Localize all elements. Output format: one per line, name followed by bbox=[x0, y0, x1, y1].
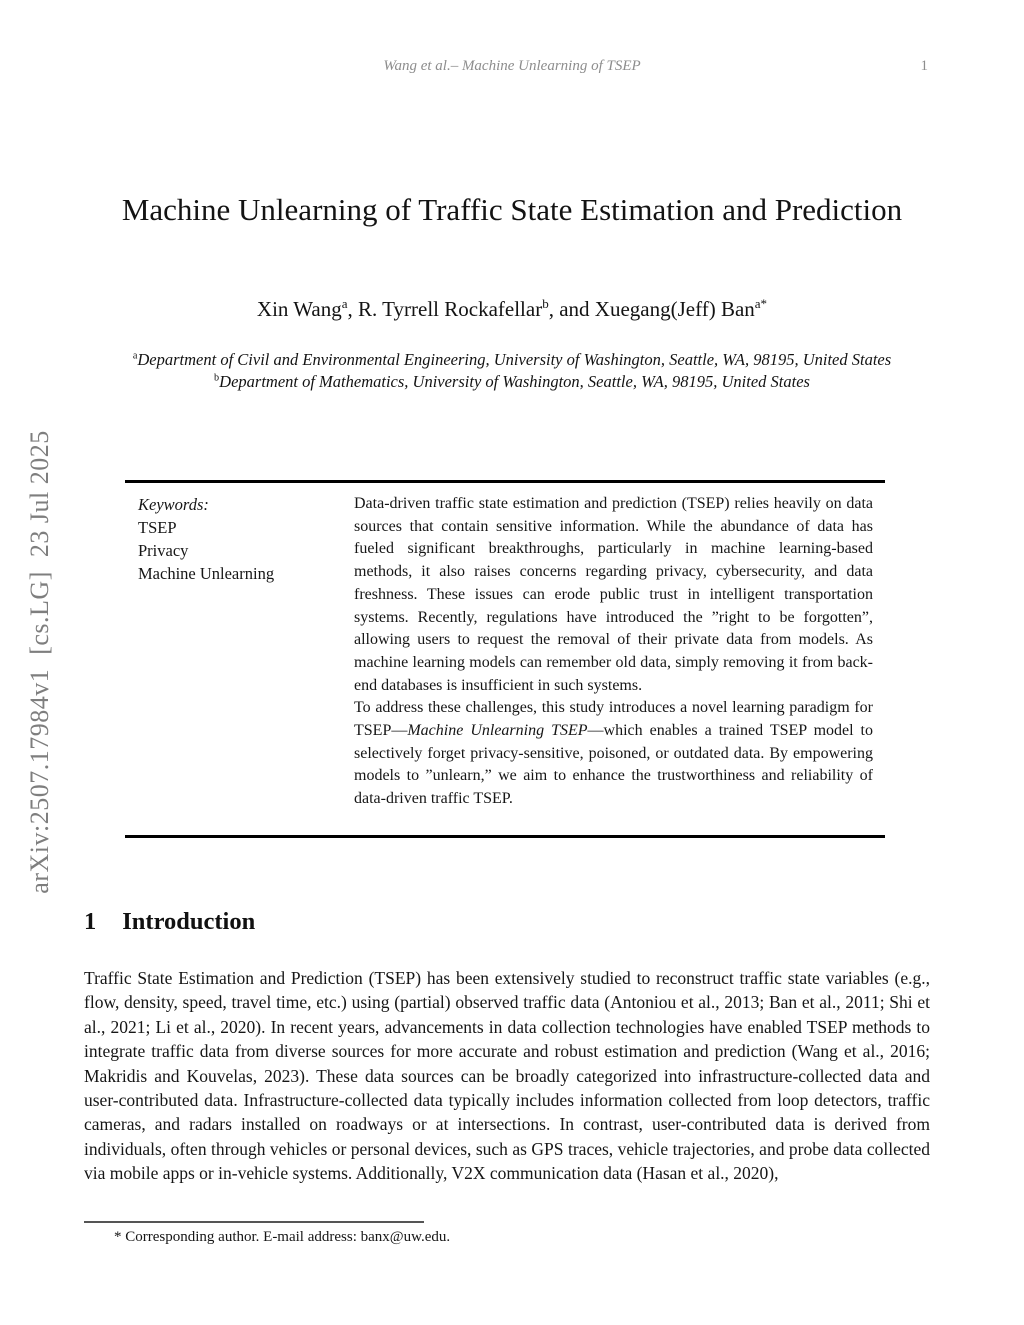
affiliation-a bbox=[0, 349, 1024, 371]
author-separator: , and bbox=[548, 297, 595, 321]
section-title: Introduction bbox=[122, 908, 256, 935]
keyword-item: TSEP bbox=[138, 518, 177, 537]
affiliations bbox=[0, 349, 1024, 393]
author-affil-mark: a* bbox=[754, 296, 768, 311]
author-line bbox=[0, 297, 1024, 322]
paper-title: Machine Unlearning of Traffic State Estimation and Prediction bbox=[121, 192, 903, 227]
affiliation-mark: a bbox=[132, 350, 138, 362]
abstract-text-column bbox=[354, 493, 873, 835]
keyword-item: Privacy bbox=[138, 541, 189, 560]
keyword-item: Machine Unlearning bbox=[138, 564, 275, 583]
abstract-paragraph-2 bbox=[354, 697, 873, 811]
introduction-paragraph: Traffic State Estimation and Prediction (TSEP) has been extensively studied to reconstruct traffic state variables (e.g., flow, density, speed, travel time, etc.) using (partial) observed traffic data (Antoniou et al., 2013; Ban et al., 2011; Shi et al., 2021; Li et al., 2020). In recent years, advancements in data collection technologies have enabled TSEP methods to integrate traffic data from diverse sources for more accurate and robust estimation and prediction (Wang et al., 2016; Makridis and Kouvelas, 2023). These data sources can be broadly categorized into infrastructure-collected data and user-contributed data. Infrastructure-collected data typically includes information collected from loop detectors, traffic cameras, and radars installed on roadways or at intersections. In contrast, user-contributed data is derived from individuals, often through vehicles or personal devices, such as GPS traces, vehicle trajectories, and probe data collected via mobile apps or in-vehicle systems. Additionally, V2X communication data (Hasan et al., 2020), bbox=[84, 968, 930, 1184]
arxiv-watermark: arXiv:2507.17984v1 [cs.LG] 23 Jul 2025 bbox=[25, 430, 54, 894]
corresponding-author-note: * Corresponding author. E-mail address: banx@uw.edu. bbox=[114, 1229, 451, 1245]
section-number: 1 bbox=[84, 908, 97, 935]
affiliation-mark: b bbox=[214, 372, 220, 384]
affiliation-b bbox=[0, 371, 1024, 393]
author-name: Xin Wang bbox=[256, 297, 342, 321]
abstract-box bbox=[125, 480, 885, 838]
keywords-label: Keywords: bbox=[138, 495, 209, 514]
author-affil-mark: b bbox=[542, 296, 549, 311]
abstract-segment: To address these challenges, this study introduces a novel learning paradigm for TSEP— bbox=[354, 699, 873, 740]
affiliation-text: Department of Civil and Environmental Engineering, University of Washington, Seattle, WA, 98195, United States bbox=[137, 350, 892, 369]
author-affil-mark: a bbox=[341, 296, 348, 311]
running-head: Wang et al.– Machine Unlearning of TSEP bbox=[383, 58, 641, 74]
page-number: 1 bbox=[920, 58, 928, 74]
affiliation-text: Department of Mathematics, University of Washington, Seattle, WA, 98195, United States bbox=[219, 372, 810, 391]
footnote-block bbox=[84, 1221, 930, 1246]
author-name: Xuegang(Jeff) Ban bbox=[594, 297, 755, 321]
author-name: R. Tyrrell Rockafellar bbox=[358, 297, 543, 321]
section-1-heading bbox=[84, 908, 255, 936]
author-separator: , bbox=[347, 297, 359, 321]
abstract-segment: —which enables a trained TSEP model to selectively forget privacy-sensitive, poisoned, or outdated data. By empowering models to ”unlearn,” we aim to enhance the trustworthiness and reliability of data-driven traffic TSEP. bbox=[354, 722, 873, 808]
footnote-rule bbox=[84, 1221, 424, 1223]
abstract-segment-italic: Machine Unlearning TSEP bbox=[407, 722, 588, 740]
abstract-paragraph-1: Data-driven traffic state estimation and prediction (TSEP) relies heavily on data sources that contain sensitive information. While the abundance of data has fueled significant breakthroughs, particularly in machine learning-based methods, it also raises concerns regarding privacy, cybersecurity, and data freshness. These issues can erode public trust in intelligent transportation systems. Recently, regulations have introduced the ”right to be forgotten”, allowing users to request the removal of their private data from models. As machine learning models can remember old data, simply removing it from back-end databases is insufficient in such systems. bbox=[354, 495, 873, 694]
keywords-column bbox=[138, 493, 354, 835]
